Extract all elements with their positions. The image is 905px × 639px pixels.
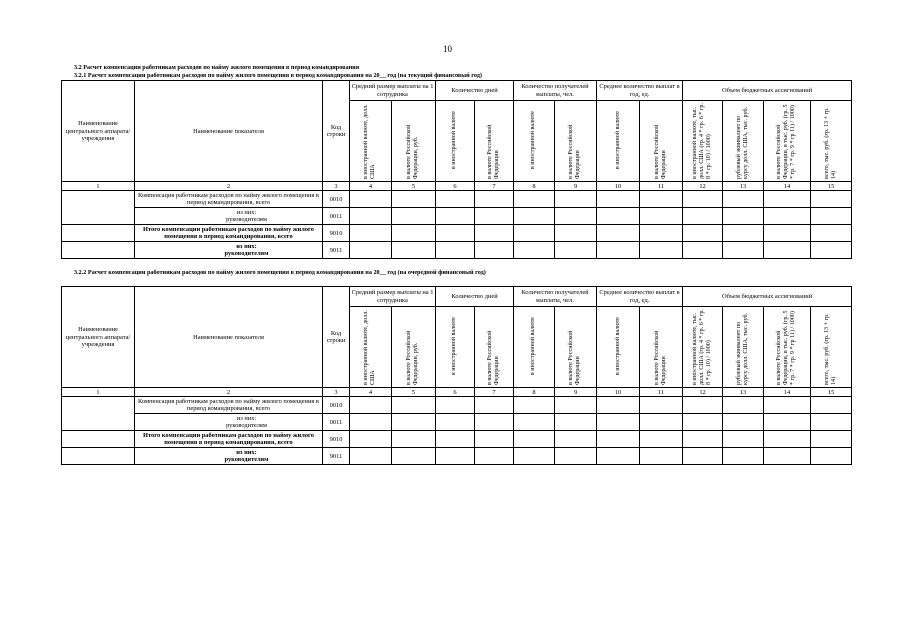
header-col-9: в валюте Российской Федерации bbox=[555, 307, 597, 388]
header-col-10: в иностранной валюте bbox=[597, 101, 640, 182]
compensation-table-current-year bbox=[61, 80, 852, 259]
row-code-9010: 9010 bbox=[323, 225, 350, 242]
header-recipients: Количество получателей выплаты, чел. bbox=[514, 81, 597, 101]
page-number: 10 bbox=[443, 44, 452, 54]
row-label-0011: из них: руководителям bbox=[135, 208, 323, 225]
header-org-name: Наименование центрального аппарата/ учреждения bbox=[62, 81, 135, 182]
header-col-9: в валюте Российской Федерации bbox=[555, 101, 597, 182]
table-row bbox=[62, 431, 852, 448]
header-col-7: в валюте Российской Федерации bbox=[475, 101, 514, 182]
header-budget: Объем бюджетных ассигнований bbox=[683, 287, 852, 307]
header-col-14: в валюте Российской Федерации, в тыс. руб. (гр. 5 * гр. 7 * гр. 9 * гр 11) / 1000) bbox=[764, 101, 811, 182]
header-col-5: в валюте Российской Федерации, руб. bbox=[392, 101, 436, 182]
row-code-9011: 9011 bbox=[323, 242, 350, 259]
column-numbers-row: 1 2 3 4 5 6 7 8 9 10 11 12 13 14 15 bbox=[62, 182, 852, 191]
header-indicator-name: Наименование показателя bbox=[135, 81, 323, 182]
header-avg-qty: Среднее количество выплат в год, ед. bbox=[597, 287, 683, 307]
row-label-9010: Итого компенсации работникам расходов по найму жилого помещения в период командирования, всего bbox=[135, 431, 323, 448]
header-col-13: рублевый эквивалент по курсу долл. США, тыс. руб. bbox=[723, 307, 764, 388]
table-row bbox=[62, 414, 852, 431]
header-col-7: в валюте Российской Федерации bbox=[475, 307, 514, 388]
table-row bbox=[62, 225, 852, 242]
header-col-10: в иностранной валюте bbox=[597, 307, 640, 388]
org-name-cell[interactable] bbox=[62, 397, 135, 431]
table-row bbox=[62, 242, 852, 259]
header-col-12: в иностранной валюте, тыс. долл. США (гр. 4 * гр. 6 * гр. 8 * гр. 10) / 1000) bbox=[683, 307, 723, 388]
header-row-code: Код строки bbox=[323, 287, 350, 388]
row-code-9010: 9010 bbox=[323, 431, 350, 448]
org-name-cell[interactable] bbox=[62, 191, 135, 225]
header-col-6: в иностранной валюте bbox=[436, 307, 475, 388]
row-code-0011: 0011 bbox=[323, 414, 350, 431]
header-col-14: в валюте Российской Федерации, в тыс. руб. (гр. 5 * гр. 7 * гр. 9 * гр 11) / 1000) bbox=[764, 307, 811, 388]
header-col-11: в валюте Российской Федерации bbox=[640, 101, 683, 182]
header-avg-payment: Средний размер выплаты на 1 сотрудника bbox=[350, 81, 436, 101]
header-col-11: в валюте Российской Федерации bbox=[640, 307, 683, 388]
row-code-0010: 0010 bbox=[323, 397, 350, 414]
row-code-0011: 0011 bbox=[323, 208, 350, 225]
header-days: Количество дней bbox=[436, 287, 514, 307]
header-col-4: в иностранной валюте, долл. США bbox=[350, 307, 392, 388]
table-row bbox=[62, 208, 852, 225]
header-col-5: в валюте Российской Федерации, руб. bbox=[392, 307, 436, 388]
row-code-0010: 0010 bbox=[323, 191, 350, 208]
header-avg-qty: Среднее количество выплат в год, ед. bbox=[597, 81, 683, 101]
table-row bbox=[62, 448, 852, 465]
row-label-0011: из них: руководителям bbox=[135, 414, 323, 431]
header-col-8: в иностранной валюте bbox=[514, 307, 555, 388]
row-code-9011: 9011 bbox=[323, 448, 350, 465]
header-col-15: всего, тыс. руб. (гр. 13 + гр. 14) bbox=[811, 307, 852, 388]
table-1-title: 3.2.1 Расчет компенсации работникам расходов по найму жилого помещения в период командирования на 20__ год (на текущий финансовый год) bbox=[74, 72, 482, 79]
header-col-12: в иностранной валюте, тыс. долл. США (гр. 4 * гр. 6 * гр. 8 * гр. 10) / 1000) bbox=[683, 101, 723, 182]
header-col-8: в иностранной валюте bbox=[514, 101, 555, 182]
table-row bbox=[62, 397, 852, 414]
row-label-9010: Итого компенсации работникам расходов по найму жилого помещения в период командирования, всего bbox=[135, 225, 323, 242]
header-col-13: рублевый эквивалент по курсу долл. США, тыс. руб. bbox=[723, 101, 764, 182]
header-col-4: в иностранной валюте, долл. США bbox=[350, 101, 392, 182]
row-label-0010: Компенсация работникам расходов по найму жилого помещения в период командирования, всего bbox=[135, 191, 323, 208]
header-col-6: в иностранной валюте bbox=[436, 101, 475, 182]
header-recipients: Количество получателей выплаты, чел. bbox=[514, 287, 597, 307]
header-col-15: всего, тыс. руб. (гр. 13 + гр. 14) bbox=[811, 101, 852, 182]
row-label-9011: из них: руководителям bbox=[135, 242, 323, 259]
table-2-title: 3.2.2 Расчет компенсации работникам расходов по найму жилого помещения в период командирования на 20__ год (на очередной финансовый год) bbox=[74, 269, 486, 276]
row-label-0010: Компенсация работникам расходов по найму жилого помещения в период командирования, всего bbox=[135, 397, 323, 414]
header-avg-payment: Средний размер выплаты на 1 сотрудника bbox=[350, 287, 436, 307]
header-org-name: Наименование центрального аппарата/ учреждения bbox=[62, 287, 135, 388]
compensation-table-next-year bbox=[61, 286, 852, 465]
header-budget: Объем бюджетных ассигнований bbox=[683, 81, 852, 101]
row-label-9011: из них: руководителям bbox=[135, 448, 323, 465]
header-days: Количество дней bbox=[436, 81, 514, 101]
column-numbers-row: 1 2 3 4 5 6 7 8 9 10 11 12 13 14 15 bbox=[62, 388, 852, 397]
section-heading: 3.2 Расчет компенсации работникам расходов по найму жилого помещения в период командирования bbox=[74, 64, 360, 71]
header-indicator-name: Наименование показателя bbox=[135, 287, 323, 388]
table-row bbox=[62, 191, 852, 208]
header-row-code: Код строки bbox=[323, 81, 350, 182]
